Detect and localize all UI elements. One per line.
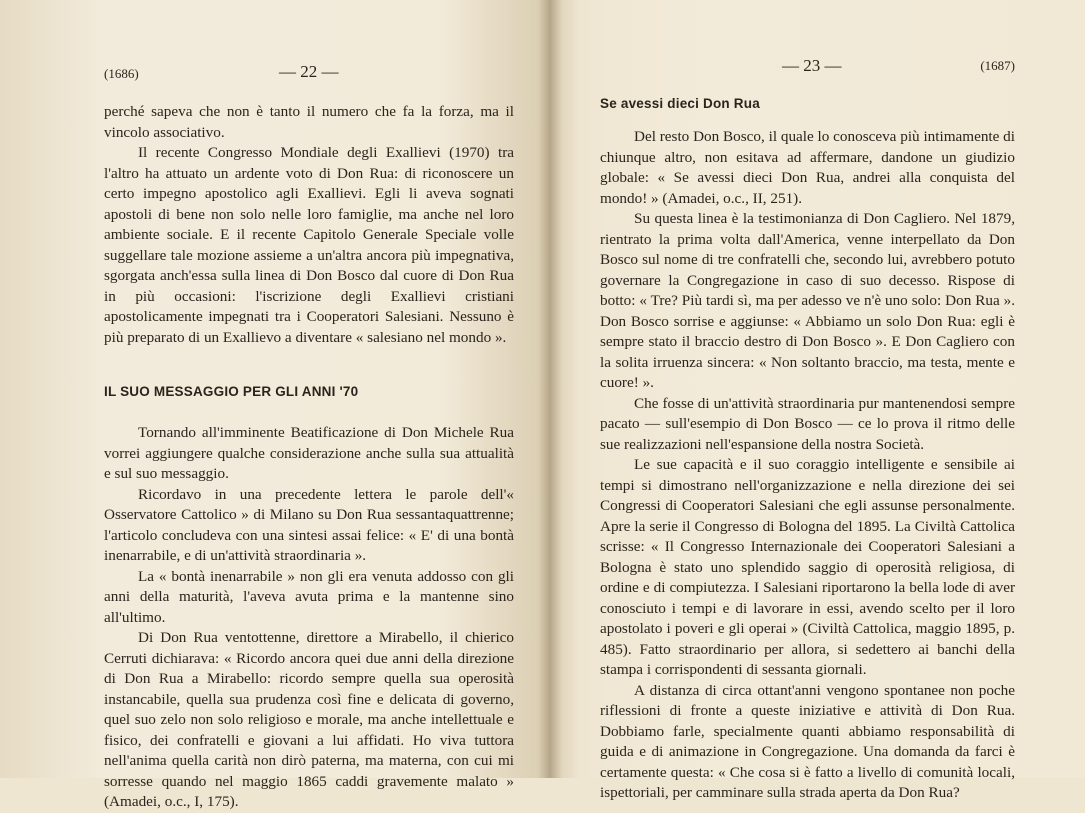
right-folio: — 23 — — [782, 56, 842, 75]
right-page-number: (1687) — [980, 58, 1015, 73]
left-folio: — 22 — — [279, 62, 339, 81]
left-section-paragraph-4: Di Don Rua ventottenne, direttore a Mirabello, il chierico Cerruti dichiarava: « Ricordo ancora quei due anni della direzione di Don Rua a Mirabello: ricordo sempre quella sua operosità instancabile, quella sua prudenza così fine e delicata di governo, quel suo zelo non solo religioso e morale, ma anche intellettuale e fisico, dei confratelli e giovani a lui affidati. Ho viva tuttora nell'anima quella carità non dirò paterna, ma materna, con cui mi sorresse quando nel maggio 1865 caddi gravemente malato » (Amadei, o.c., I, 175). — [104, 629, 514, 810]
right-page — [548, 0, 1085, 801]
right-section-title: Se avessi dieci Don Rua — [600, 96, 760, 111]
right-page-header — [600, 56, 1015, 80]
left-page-number: (1686) — [104, 66, 139, 81]
left-section-paragraph-1: Tornando all'imminente Beatificazione di Don Michele Rua vorrei aggiungere qualche considerazione anche sulla sua attualità e sul suo messaggio. — [104, 424, 514, 482]
right-paragraph-3: Che fosse di un'attività straordinaria pur mantenendosi sempre pacato — sull'esempio di Don Bosco — ce lo prova il ritmo delle sue realizzazioni nell'espansione della nostra Società. — [600, 394, 1015, 453]
right-paragraph-4: Le sue capacità e il suo coraggio intelligente e sensibile ai tempi si dimostrano nell'organizzazione e nella direzione dei sei Congressi di Cooperatori Salesiani che egli assunse personalmente. Apre la serie il Congresso di Bologna del 1895. La Civiltà Cattolica scrisse: « Il Congresso Internazionale dei Cooperatori Salesiani a Bologna è stato uno splendido saggio di operosità religiosa, di ordine e di compiutezza. I Salesiani riportarono la bella lode di aver conosciuto i tempi e di lavorare in essi, avendo scelto per il loro apostolato i poveri e gli operai » (Civiltà Cattolica, maggio 1895, p. 485). Fatto straordinario per allora, si sedettero ai banchi della stampa i corrispondenti di sessanta giornali. — [600, 456, 1015, 678]
left-page-header — [104, 62, 514, 86]
left-paragraph-1: perché sapeva che non è tanto il numero che fa la forza, ma il vincolo associativo. — [104, 103, 514, 141]
left-section-title: IL SUO MESSAGGIO PER GLI ANNI '70 — [104, 384, 359, 399]
right-paragraph-1: Del resto Don Bosco, il quale lo conosceva più intimamente di chiunque altro, non esitava ad affermare, dandone un giudizio globale: « Se avessi dieci Don Rua, andrei alla conquista del mondo! » (Amadei, o.c., II, 251). — [600, 128, 1015, 207]
left-section-paragraph-3: La « bontà inenarrabile » non gli era venuta addosso con gli anni della maturità, l'aveva avuta prima e la mantenne sino all'ultimo. — [104, 567, 514, 626]
left-section-paragraph-2: Ricordavo in una precedente lettera le parole dell'« Osservatore Cattolico » di Milano su Don Rua sessantaquattrenne; l'articolo concludeva con una sintesi assai felice: « E' di una bontà inenarrabile, e di un'attività straordinaria ». — [104, 485, 514, 564]
right-paragraph-2: Su questa linea è la testimonianza di Don Cagliero. Nel 1879, rientrato la prima volta dall'America, venne interpellato da Don Bosco sul nome di tre confratelli che, secondo lui, avrebbero potuto governare la Congregazione in caso di suo decesso. Rispose di botto: « Tre? Più tardi sì, ma per adesso ve n'è uno solo: Don Rua ». Don Bosco sorrise e aggiunse: « Abbiamo un solo Don Rua: egli è sempre stato il braccio destro di Don Bosco ». E Don Cagliero con la solita irruenza sincera: « Non soltanto braccio, ma testa, mente e cuore! ». — [600, 210, 1015, 391]
right-paragraph-5: A distanza di circa ottant'anni vengono spontanee non poche riflessioni di fronte a queste iniziative e attività di Don Rua. Dobbiamo farle, specialmente quanti abbiamo responsabilità di guida e di animazione in Congregazione. Una domanda da farci è certamente questa: « Che cosa si è fatto a livello di comunità locali, ispettoriali, per camminare sulla strada aperta da Don Rua? — [600, 681, 1015, 801]
left-paragraph-2: Il recente Congresso Mondiale degli Exallievi (1970) tra l'altro ha attuato un ardente voto di Don Rua: di riconoscere un certo impegno apostolico agli Exallievi. Egli li aveva sognati apostoli di bene non solo nelle loro famiglie, ma anche nel loro ambiente sociale. E il recente Capitolo Generale Speciale volle suggellare tale mozione assieme a un'altra ancora più impegnativa, sgorgata anch'essa sulla linea di Don Bosco dal cuore di Don Rua in più occasioni: l'iscrizione degli Exallievi cristiani apostolicamente impegnati tra i Cooperatori Salesiani. Nessuno è più preparato di un Exallievo a diventare « salesiano nel mondo ». — [104, 144, 514, 346]
